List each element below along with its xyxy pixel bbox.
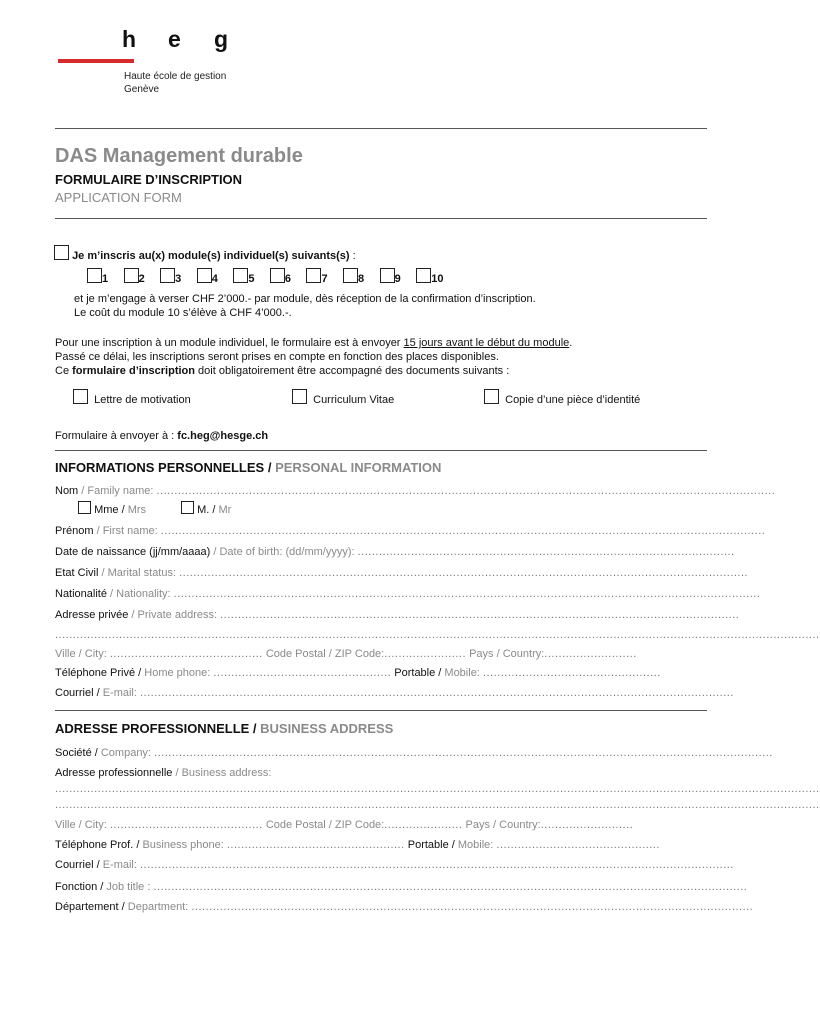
field-label-en: / Marital status: [98, 567, 177, 579]
fill-line: .............................................................................................................................................................. [191, 901, 754, 913]
field-label-en: Home phone: [144, 667, 211, 679]
fill-line: .................................................. [226, 839, 405, 851]
document-label: Curriculum Vitae [313, 394, 395, 406]
send-to-label: Formulaire à envoyer à : [55, 430, 178, 442]
module-option[interactable] [197, 268, 218, 285]
field-label-fr: Nationalité [55, 588, 107, 600]
field-label-fr: Date de naissance (jj/mm/aaaa) [55, 546, 211, 558]
field-label-en: Mobile: [444, 667, 480, 679]
field-label-en: / Nationality: [106, 588, 171, 600]
document-checkbox[interactable] [292, 389, 307, 404]
field-label-fr: Téléphone Privé / [55, 667, 145, 679]
module-enroll-row [54, 245, 356, 263]
document-option-id[interactable] [484, 389, 640, 407]
module-label: 7 [321, 273, 328, 285]
module-checkbox[interactable] [160, 268, 175, 283]
title-label-fr: Mme / [94, 504, 128, 516]
title-option-mrs[interactable] [78, 501, 146, 517]
field-label-country: Pays / Country: [469, 648, 545, 660]
fill-line: .......................... [544, 648, 637, 660]
logo-line-2: Genève [124, 84, 160, 95]
fill-line: .................................................. [213, 667, 392, 679]
module-checkbox[interactable] [124, 268, 139, 283]
module-label: 5 [248, 273, 255, 285]
module-enroll-colon: : [349, 250, 356, 262]
form-subtitle-en: APPLICATION FORM [55, 190, 182, 205]
module-option[interactable] [416, 268, 443, 285]
title-label-en: Mr [218, 504, 232, 516]
send-to-line [55, 429, 268, 443]
module-option[interactable] [343, 268, 364, 285]
module-option[interactable] [306, 268, 327, 285]
field-department[interactable] [55, 900, 754, 914]
field-first-name[interactable] [55, 524, 766, 538]
field-label-city: Ville / City: [55, 648, 107, 660]
field-label-en: Job title : [106, 881, 151, 893]
field-label-fr: Adresse professionnelle [55, 767, 173, 779]
module-checkbox-row [87, 268, 454, 287]
field-label-en: Mobile: [457, 839, 494, 851]
field-label-fr: Courriel / [55, 687, 103, 699]
field-label-zip: Code Postal / ZIP Code: [265, 819, 385, 831]
title-label-en: Mrs [127, 504, 147, 516]
fill-line: .............................................................................................................................................................................. [154, 747, 773, 759]
title-option-mr[interactable] [181, 501, 231, 517]
instructions-text: doit obligatoirement être accompagné des documents suivants : [194, 365, 510, 377]
field-business-address-line-3[interactable] [55, 798, 820, 812]
title-checkbox[interactable] [78, 501, 91, 514]
page-title: DAS Management durable [55, 145, 303, 167]
module-label: 4 [211, 273, 218, 285]
field-business-email[interactable] [55, 858, 734, 872]
field-label-fr: Département / [55, 901, 128, 913]
fill-line: ........................................... [109, 819, 263, 831]
section-title-fr: ADRESSE PROFESSIONNELLE / [55, 721, 261, 736]
fill-line: .......................................................................................................................................................................... [160, 525, 766, 537]
field-label-fr: Nom [55, 485, 79, 497]
price-text [74, 292, 536, 320]
module-checkbox[interactable] [306, 268, 321, 283]
instructions-line-1 [55, 336, 715, 350]
fill-line: ....................................................................................................................................................................... [139, 859, 734, 871]
logo-line-1: Haute école de gestion [124, 71, 227, 82]
module-enroll-checkbox[interactable] [54, 245, 69, 260]
module-checkbox[interactable] [87, 268, 102, 283]
document-option-motivation[interactable] [73, 389, 191, 407]
fill-line: ....................................................................................................................................................................................................................... [55, 799, 820, 811]
field-job-title[interactable] [55, 880, 748, 894]
field-business-address-line-2[interactable] [55, 782, 820, 796]
field-company[interactable] [55, 746, 773, 760]
module-label: 8 [358, 273, 365, 285]
field-label-en: / Business address: [172, 767, 272, 779]
title-checkbox[interactable] [181, 501, 194, 514]
field-family-name[interactable] [55, 484, 776, 498]
fill-line: ....................................................................................................................................................................................................................... [55, 783, 820, 795]
module-checkbox[interactable] [380, 268, 395, 283]
field-label-en: Company: [100, 747, 151, 759]
fill-line: ...................... [384, 819, 463, 831]
field-label-en: Department: [127, 901, 189, 913]
fill-line: .................................................................................................................................................. [220, 609, 740, 621]
field-label-fr: Société / [55, 747, 101, 759]
price-line-2: Le coût du module 10 s’élève à CHF 4’000.-. [74, 307, 292, 319]
module-option[interactable] [124, 268, 145, 285]
fill-line: ........................................... [109, 648, 263, 660]
module-label: 2 [138, 273, 145, 285]
module-checkbox[interactable] [416, 268, 431, 283]
module-label: 3 [175, 273, 182, 285]
field-label-country: Pays / Country: [465, 819, 541, 831]
form-subtitle-fr: FORMULAIRE D’INSCRIPTION [55, 172, 243, 187]
logo-letter-e: e [168, 26, 181, 52]
module-label: 1 [102, 273, 109, 285]
instructions-line-2: Passé ce délai, les inscriptions seront prises en compte en fonction des places disponibles. [55, 351, 499, 363]
fill-line: .......................... [540, 819, 634, 831]
logo-letter-h: h [122, 26, 137, 52]
module-label: 10 [431, 273, 444, 285]
fill-line: .............................................. [496, 839, 660, 851]
field-label-en: E-mail: [102, 687, 137, 699]
instructions-text: Pour une inscription à un module individuel, le formulaire est à envoyer [55, 337, 404, 349]
field-label-en: / Date of birth: (dd/mm/yyyy): [210, 546, 355, 558]
field-business-phone[interactable] [55, 838, 705, 852]
field-home-phone[interactable] [55, 666, 705, 680]
module-enroll-label: Je m’inscris au(x) module(s) individuel(s) suivants(s) [72, 250, 350, 262]
fill-line: ................................................................................................................................................................ [179, 567, 749, 579]
fill-line: ....................................................................................................................................................................................................................... [55, 629, 820, 641]
module-checkbox[interactable] [233, 268, 248, 283]
logo-subtitle [124, 70, 226, 96]
field-private-address-line-2[interactable] [55, 628, 820, 642]
document-checkbox[interactable] [73, 389, 88, 404]
module-checkbox[interactable] [343, 268, 358, 283]
field-business-city-zip-country[interactable] [55, 818, 705, 832]
section-title-fr: INFORMATIONS PERSONNELLES / [55, 460, 276, 475]
field-label-fr: Fonction / [55, 881, 107, 893]
document-option-cv[interactable] [292, 389, 394, 407]
section-title-en: BUSINESS ADDRESS [260, 721, 394, 736]
field-business-address[interactable] [55, 766, 705, 780]
field-label-fr: Adresse privée [55, 609, 129, 621]
instructions-line-3 [55, 364, 715, 378]
fill-line: .......................................................................................................... [357, 546, 735, 558]
field-label-zip: Code Postal / ZIP Code: [265, 648, 385, 660]
divider [55, 450, 707, 451]
field-label-en: / First name: [93, 525, 158, 537]
field-label-en: E-mail: [102, 859, 137, 871]
section-title-business [55, 721, 393, 736]
fill-line: ....................... [384, 648, 467, 660]
logo-heg [122, 26, 260, 53]
field-date-of-birth[interactable] [55, 545, 735, 559]
section-title-personal [55, 460, 441, 475]
fill-line: .............................................................................................................................................................................. [156, 485, 776, 497]
document-checkbox[interactable] [484, 389, 499, 404]
field-nationality[interactable] [55, 587, 761, 601]
field-email[interactable] [55, 686, 734, 700]
field-label-en: Business phone: [142, 839, 224, 851]
module-label: 6 [284, 273, 292, 285]
module-checkbox[interactable] [270, 268, 285, 283]
field-label-city: Ville / City: [55, 819, 107, 831]
field-label-en: / Family name: [78, 485, 154, 497]
module-option[interactable] [233, 268, 254, 285]
module-option[interactable] [380, 268, 401, 285]
field-label-fr: Téléphone Prof. / [55, 839, 143, 851]
field-marital-status[interactable] [55, 566, 749, 580]
module-checkbox[interactable] [197, 268, 212, 283]
module-option[interactable] [87, 268, 108, 285]
module-label: 9 [394, 273, 401, 285]
divider [55, 218, 707, 219]
field-label-fr: Prénom [55, 525, 94, 537]
fill-line: ..................................................................................................................................................................... [173, 588, 761, 600]
module-option[interactable] [160, 268, 181, 285]
logo-red-bar [58, 59, 134, 63]
logo-letter-g: g [214, 26, 229, 52]
price-line-1: et je m’engage à verser CHF 2’000.- par module, dès réception de la confirmation d’inscription. [74, 293, 536, 305]
instructions-text: Ce [55, 365, 73, 377]
divider [55, 710, 707, 711]
field-label-en: / Private address: [128, 609, 218, 621]
document-label: Copie d’une pièce d’identité [505, 394, 641, 406]
send-to-email[interactable]: fc.heg@hesge.ch [177, 430, 269, 442]
field-label-fr: Etat Civil [55, 567, 99, 579]
deadline-text: 15 jours avant le début du module [403, 337, 570, 349]
divider [55, 128, 707, 129]
field-label-fr: Portable / [407, 839, 458, 851]
field-label-fr: Portable / [394, 667, 445, 679]
section-title-en: PERSONAL INFORMATION [275, 460, 442, 475]
instructions-paragraph [55, 336, 715, 378]
instructions-text: . [569, 337, 573, 349]
field-private-address[interactable] [55, 608, 740, 622]
fill-line: ....................................................................................................................................................................... [139, 687, 734, 699]
fill-line: ....................................................................................................................................................................... [153, 881, 748, 893]
field-city-zip-country[interactable] [55, 647, 705, 661]
module-option[interactable] [270, 268, 291, 285]
field-label-fr: Courriel / [55, 859, 103, 871]
document-label: Lettre de motivation [94, 394, 191, 406]
instructions-bold-text: formulaire d’inscription [72, 365, 195, 377]
fill-line: .................................................. [482, 667, 661, 679]
title-label-fr: M. / [197, 504, 219, 516]
